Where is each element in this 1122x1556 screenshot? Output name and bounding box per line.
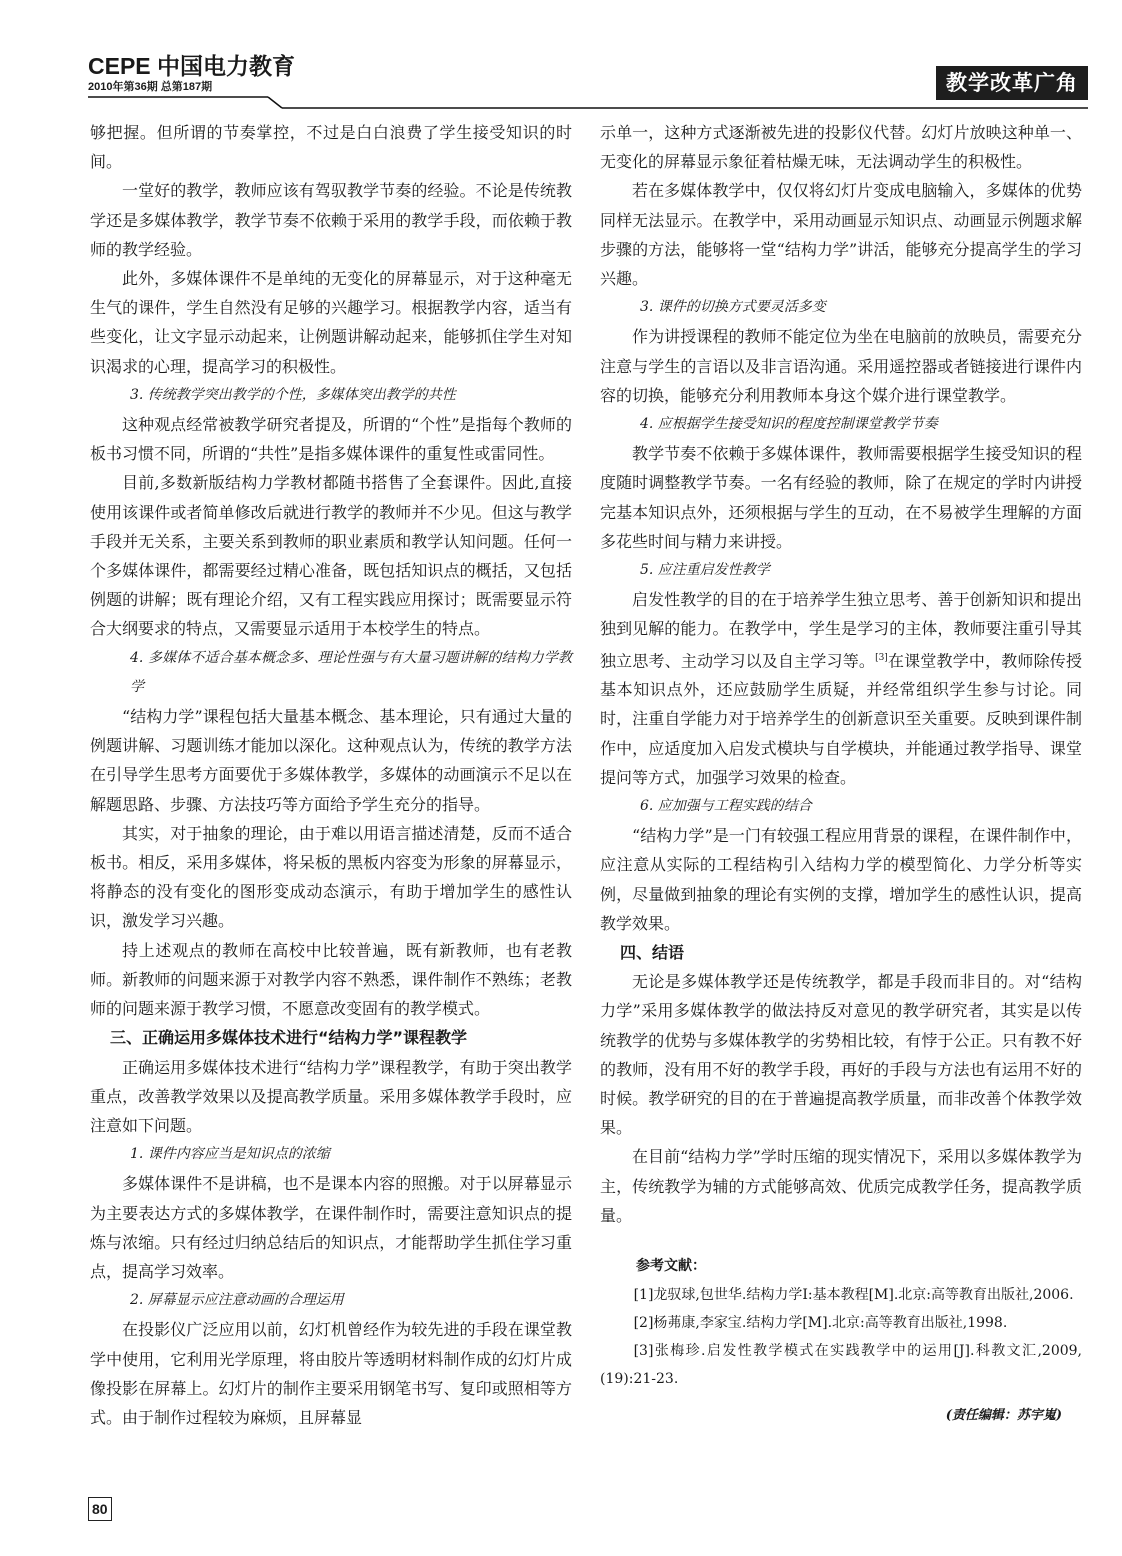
subheading: 4. 应根据学生接受知识的程度控制课堂教学节奏 [640,416,938,433]
section-heading: 三、正确运用多媒体技术进行“结构力学”课程教学 [110,1028,468,1048]
reference-item: [1]龙驭球,包世华.结构力学Ⅰ:基本教程[M].北京:高等教育出版社,2006. [633,1287,1074,1304]
paragraph [600,585,1082,792]
paragraph: 多媒体课件不是讲稿，也不是课本内容的照搬。对于以屏幕显示为主要表达方式的多媒体教学，在课件制作时，需要注意知识点的提炼与浓缩。只有经过归纳总结后的知识点，才能帮助学生抓住学习重点，提高学习效率。 [90,1174,572,1281]
paragraph: 一堂好的教学，教师应该有驾驭教学节奏的经验。不论是传统教学还是多媒体教学，教学节奏不依赖于采用的教学手段，而依赖于教师的教学经验。 [90,181,572,259]
paragraph: 这种观点经常被教学研究者提及，所谓的“个性”是指每个教师的板书习惯不同，所谓的“共性”是指多媒体课件的重复性或雷同性。 [90,415,572,464]
paragraph: 作为讲授课程的教师不能定位为坐在电脑前的放映员，需要充分注意与学生的言语以及非言语沟通。采用遥控器或者链接进行课件内容的切换，能够充分利用教师本身这个媒介进行课堂教学。 [600,327,1082,405]
paragraph-text: 启发性教学的目的在于培养学生独立思考、善于创新知识和提出独到见解的能力。在教学中，学生是学习的主体，教师要注重引导其独立思考、主动学习以及自主学习等。 [600,590,1082,670]
subheading: 2. 屏幕显示应注意动画的合理运用 [130,1292,344,1309]
paragraph: 正确运用多媒体技术进行“结构力学”课程教学，有助于突出教学重点，改善教学效果以及提高教学质量。采用多媒体教学手段时，应注意如下问题。 [90,1057,572,1135]
editor-credit: (责任编辑：苏宇嵬) [945,1408,1062,1424]
left-column [90,118,572,1432]
citation-marker: [3] [875,652,888,663]
paragraph: “结构力学”是一门有较强工程应用背景的课程，在课件制作中，应注意从实际的工程结构引入结构力学的模型简化、力学分析等实例，尽量做到抽象的理论有实例的支撑，增加学生的感性认识，提高教学效果。 [600,826,1082,933]
right-column [600,118,1082,1430]
paragraph: 在目前“结构力学”学时压缩的现实情况下，采用以多媒体教学为主，传统教学为辅的方式能够高效、优质完成教学任务，提高教学质量。 [600,1147,1082,1225]
paragraph-text: 在课堂教学中，教师除传授基本知识点外，还应鼓励学生质疑，并经常组织学生参与讨论。同时，注重自学能力对于培养学生的创新意识至关重要。反映到课件制作中，应适度加入启发式模块与自学模块，并能通过教学指导、课堂提问等方式，加强学习效果的检查。 [600,650,1082,787]
paragraph: 示单一，这种方式逐渐被先进的投影仪代替。幻灯片放映这种单一、无变化的屏幕显示象征着枯燥无味，无法调动学生的积极性。 [600,123,1082,172]
paragraph: 无论是多媒体教学还是传统教学，都是手段而非目的。对“结构力学”采用多媒体教学的做法持反对意见的教学研究者，其实是以传统教学的优势与多媒体教学的劣势相比较，有悖于公正。只有教不好的教师，没有用不好的教学手段，再好的手段与方法也有运用不好的时候。教学研究的目的在于普遍提高教学质量，而非改善个体教学效果。 [600,972,1082,1138]
paragraph: 若在多媒体教学中，仅仅将幻灯片变成电脑输入，多媒体的优势同样无法显示。在教学中，采用动画显示知识点、动画显示例题求解步骤的方法，能够将一堂“结构力学”讲活，能够充分提高学生的学习兴趣。 [600,181,1082,289]
journal-brand: CEPE 中国电力教育 [88,53,296,79]
subheading: 6. 应加强与工程实践的结合 [640,798,812,814]
paragraph: 在投影仪广泛应用以前，幻灯机曾经作为较先进的手段在课堂教学中使用，它利用光学原理，将由胶片等透明材料制作成的幻灯片成像投影在屏幕上。幻灯片的制作主要采用钢笔书写、复印或照相等方式。由于制作过程较为麻烦，且屏幕显 [90,1320,572,1427]
subheading: 4. 多媒体不适合基本概念多、理论性强与有大量习题讲解的结构力学教学 [130,649,572,695]
subheading: 1. 课件内容应当是知识点的浓缩 [130,1146,330,1163]
paragraph: 持上述观点的教师在高校中比较普遍，既有新教师，也有老教师。新教师的问题来源于对教学内容不熟悉，课件制作不熟练；老教师的问题来源于教学习惯，不愿意改变固有的教学模式。 [90,940,572,1019]
paragraph: 此外，多媒体课件不是单纯的无变化的屏幕显示，对于这种毫无生气的课件，学生自然没有足够的兴趣学习。根据教学内容，适当有些变化，让文字显示动起来，让例题讲解动起来，能够抓住学生对知识渴求的心理，提高学习的积极性。 [90,269,572,376]
paragraph: 够把握。但所谓的节奏掌控，不过是白白浪费了学生接受知识的时间。 [90,123,572,172]
page-header [88,44,1088,106]
subheading: 3. 课件的切换方式要灵活多变 [640,299,826,316]
subheading: 3. 传统教学突出教学的个性，多媒体突出教学的共性 [130,386,456,403]
reference-item: [2]杨茀康,李家宝.结构力学[M].北京:高等教育出版社,1998. [633,1315,1008,1332]
reference-item: [3]张梅珍.启发性教学模式在实践教学中的运用[J].科教文汇,2009,(19):21-23. [600,1343,1082,1388]
paragraph: 目前,多数新版结构力学教材都随书搭售了全套课件。因此,直接使用该课件或者简单修改后就进行教学的教师并不少见。但这与教学手段并无关系，主要关系到教师的职业素质和教学认知问题。任何一个多媒体课件，都需要经过精心准备，既包括知识点的概括，又包括例题的讲解；既有理论介绍，又有工程实践应用探讨；既需要显示符合大纲要求的特点，又需要显示适用于本校学生的特点。 [90,473,572,639]
subheading: 5. 应注重启发性教学 [640,562,770,579]
page-number: 80 [88,1497,112,1521]
section-heading: 四、结语 [620,943,685,963]
issue-info: 2010年第36期 总第187期 [88,81,213,93]
paragraph: 教学节奏不依赖于多媒体课件，教师需要根据学生接受知识的程度随时调整教学节奏。一名有经验的教师，除了在规定的学时内讲授完基本知识点外，还须根据与学生的互动，在不易被学生理解的方面多花些时间与精力来讲授。 [600,444,1082,551]
section-tag: 教学改革广角 [936,66,1088,100]
paragraph: “结构力学”课程包括大量基本概念、基本理论，只有通过大量的例题讲解、习题训练才能加以深化。这种观点认为，传统的教学方法在引导学生思考方面要优于多媒体教学，多媒体的动画演示不足以在解题思路、步骤、方法技巧等方面给予学生充分的指导。 [90,707,572,814]
references-heading: 参考文献： [636,1258,706,1275]
paragraph: 其实，对于抽象的理论，由于难以用语言描述清楚，反而不适合板书。相反，采用多媒体，将呆板的黑板内容变为形象的屏幕显示，将静态的没有变化的图形变成动态演示，有助于增加学生的感性认识，激发学习兴趣。 [90,823,572,931]
